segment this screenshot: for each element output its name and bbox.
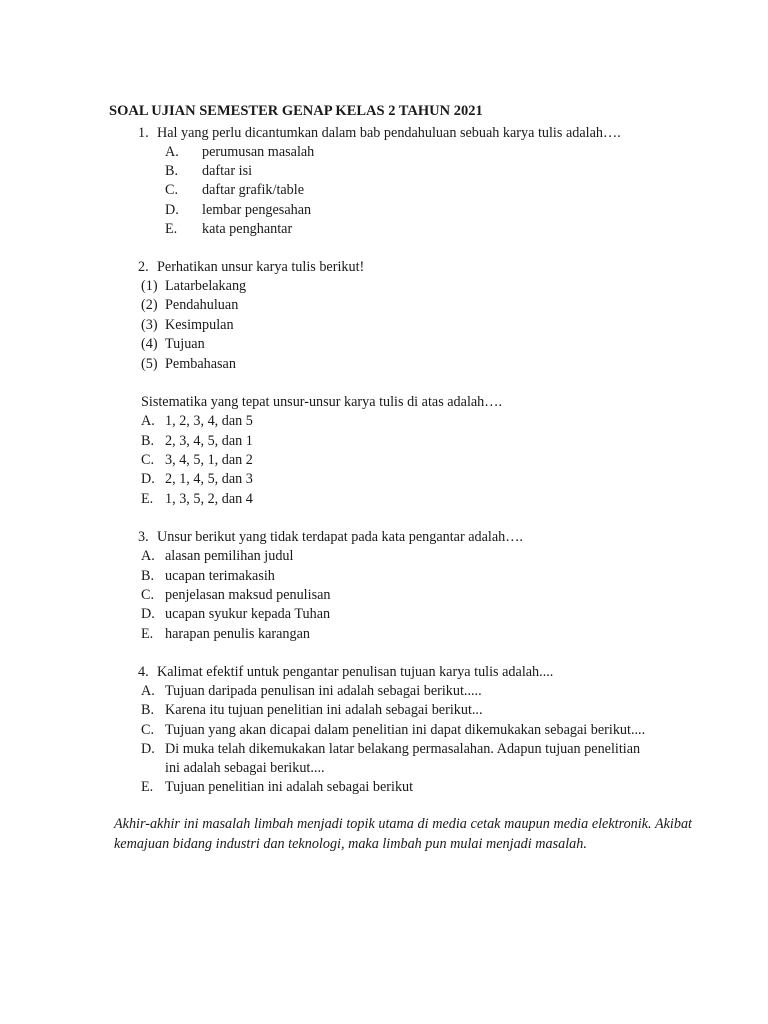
q1-number: 1. (138, 125, 149, 141)
q3-option-letter: B. (141, 568, 155, 584)
q2-option-letter: C. (141, 452, 155, 468)
q1-option-letter: D. (165, 202, 179, 218)
q2-option-text: 1, 3, 5, 2, dan 4 (165, 491, 253, 507)
q4-number: 4. (138, 664, 149, 680)
q1-option-letter: E. (165, 221, 178, 237)
q3-option-text: alasan pemilihan judul (165, 548, 294, 564)
q2-item-text: Pembahasan (165, 356, 236, 372)
q2-option-letter: E. (141, 491, 154, 507)
q2-item-number: (1) (141, 278, 158, 294)
q3-option-letter: D. (141, 606, 155, 622)
q2-option-letter: B. (141, 433, 155, 449)
q4-option-letter: C. (141, 722, 155, 738)
q3-option-text: ucapan terimakasih (165, 568, 275, 584)
q2-item-text: Pendahuluan (165, 297, 239, 313)
q1-option-letter: B. (165, 163, 179, 179)
q3-option-text: ucapan syukur kepada Tuhan (165, 606, 331, 622)
q2-option-text: 2, 1, 4, 5, dan 3 (165, 471, 253, 487)
q4-option-text: Karena itu tujuan penelitian ini adalah sebagai berikut... (165, 702, 483, 718)
q1-option-text: perumusan masalah (202, 144, 315, 160)
q4-option-letter: B. (141, 702, 155, 718)
q1-option-text: lembar pengesahan (202, 202, 312, 218)
q3-option-letter: C. (141, 587, 155, 603)
q2-option-text: 3, 4, 5, 1, dan 2 (165, 452, 253, 468)
q2-prompt: Sistematika yang tepat unsur-unsur karya tulis di atas adalah…. (141, 394, 503, 410)
q3-option-text: harapan penulis karangan (165, 626, 310, 642)
q4-option-letter: E. (141, 779, 154, 795)
q2-item-text: Kesimpulan (165, 317, 234, 333)
q1-option-text: kata penghantar (202, 221, 293, 237)
q2-item-text: Latarbelakang (165, 278, 247, 294)
q1-text: Hal yang perlu dicantumkan dalam bab pendahuluan sebuah karya tulis adalah…. (157, 125, 621, 141)
q2-option-text: 1, 2, 3, 4, dan 5 (165, 413, 253, 429)
q2-item-number: (2) (141, 297, 158, 313)
q4-option-text: Tujuan daripada penulisan ini adalah sebagai berikut..... (165, 683, 482, 699)
closing-paragraph: Akhir-akhir ini masalah limbah menjadi topik utama di media cetak maupun media elektronik. Akibat kemajuan bidang industri dan teknologi, maka limbah pun mulai menjadi masalah. (114, 816, 692, 852)
q4-option-text: Di muka telah dikemukakan latar belakang permasalahan. Adapun tujuan penelitian (165, 741, 641, 757)
q4-option-text: Tujuan yang akan dicapai dalam penelitian ini dapat dikemukakan sebagai berikut.... (165, 722, 646, 738)
q2-item-text: Tujuan (165, 336, 205, 352)
q3-text: Unsur berikut yang tidak terdapat pada kata pengantar adalah…. (157, 529, 523, 545)
q1-option-letter: C. (165, 182, 179, 198)
q4-option-letter: A. (141, 683, 155, 699)
q2-item-number: (3) (141, 317, 158, 333)
q4-text: Kalimat efektif untuk pengantar penulisan tujuan karya tulis adalah.... (157, 664, 554, 680)
q2-item-number: (4) (141, 336, 158, 352)
q2-text: Perhatikan unsur karya tulis berikut! (157, 259, 365, 275)
q2-option-text: 2, 3, 4, 5, dan 1 (165, 433, 253, 449)
exam-title: SOAL UJIAN SEMESTER GENAP KELAS 2 TAHUN 2021 (109, 103, 483, 119)
q2-item-number: (5) (141, 356, 158, 372)
q1-option-letter: A. (165, 144, 179, 160)
q3-option-text: penjelasan maksud penulisan (165, 587, 331, 603)
q4-option-text: Tujuan penelitian ini adalah sebagai berikut (165, 779, 414, 795)
q3-option-letter: E. (141, 626, 154, 642)
q4-option-letter: D. (141, 741, 155, 757)
q2-number: 2. (138, 259, 149, 275)
q1-option-text: daftar isi (202, 163, 253, 179)
q4-option-text-continued: ini adalah sebagai berikut.... (165, 760, 325, 776)
q2-option-letter: D. (141, 471, 155, 487)
q1-option-text: daftar grafik/table (202, 182, 305, 198)
q3-option-letter: A. (141, 548, 155, 564)
q2-option-letter: A. (141, 413, 155, 429)
q3-number: 3. (138, 529, 149, 545)
